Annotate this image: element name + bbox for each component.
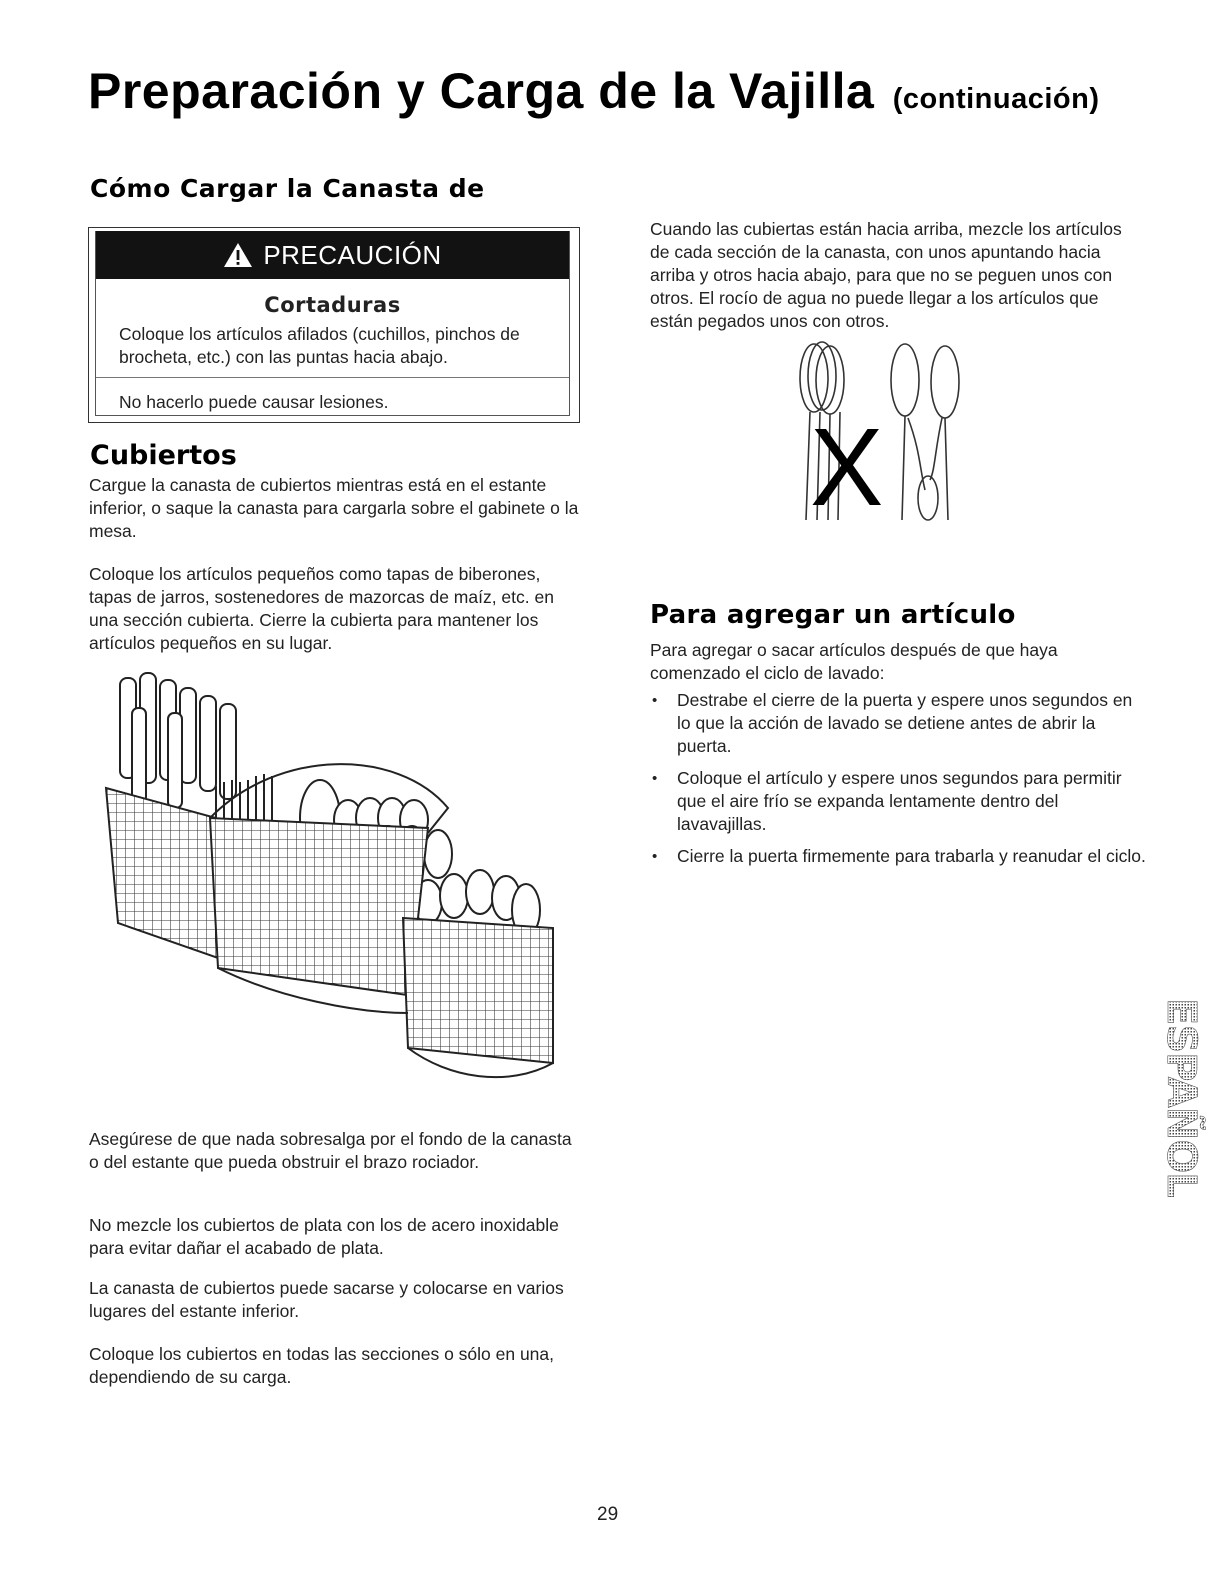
silverware-basket-illustration: [98, 668, 568, 1118]
page-title-suffix: (continuación): [892, 83, 1100, 115]
add-item-intro: Para agregar o sacar artículos después de que haya comenzado el ciclo de lavado:: [650, 640, 1058, 683]
cubiertos-paragraph-1: Cargue la canasta de cubiertos mientras está en el estante inferior, o saque la canasta para cargarla sobre el gabinete o la mesa.: [89, 475, 579, 541]
caution-heading: Cortaduras: [264, 293, 401, 317]
step-item: • Cierre la puerta firmemente para trabarla y reanudar el ciclo.: [650, 845, 1150, 868]
side-tab-label: ESPAÑOL: [1158, 998, 1204, 1197]
step-item: • Coloque el artículo y espere unos segundos para permitir que el aire frío se expanda lentamente dentro del lavavajillas.: [650, 767, 1150, 836]
cubiertos-heading: Cubiertos: [90, 440, 237, 471]
caution-banner: [96, 231, 569, 279]
section-heading: Cómo Cargar la Canasta de: [90, 174, 485, 203]
language-side-tab: [1128, 998, 1204, 1226]
caution-box: [88, 227, 580, 423]
spoon-nesting-illustration: [770, 340, 985, 530]
mixing-paragraph: Cuando las cubiertas están hacia arriba, mezcle los artículos de cada sección de la canasta, con unos apuntando hacia arriba y otros hacia abajo, para que no se peguen unos con otros. El rocío de agua no puede llegar a los artículos que están pegados unos con otros.: [650, 219, 1122, 331]
incorrect-x-mark: X: [810, 406, 884, 529]
caution-warning: No hacerlo puede causar lesiones.: [119, 392, 389, 412]
caution-frame: [95, 231, 570, 416]
page-number: 29: [597, 1504, 619, 1525]
add-item-steps: [650, 689, 1150, 877]
cubiertos-paragraph-4: No mezcle los cubiertos de plata con los de acero inoxidable para evitar dañar el acabado de plata.: [89, 1215, 559, 1258]
page-title-main: Preparación y Carga de la Vajilla: [88, 63, 875, 119]
step-item: • Destrabe el cierre de la puerta y espere unos segundos en lo que la acción de lavado se detiene antes de abrir la puerta.: [650, 689, 1150, 758]
add-item-heading: Para agregar un artículo: [650, 600, 1016, 630]
caution-banner-label: PRECAUCIÓN: [263, 239, 442, 270]
cubiertos-paragraph-6: Coloque los cubiertos en todas las secciones o sólo en una, dependiendo de su carga.: [89, 1344, 555, 1387]
cubiertos-paragraph-3: Asegúrese de que nada sobresalga por el fondo de la canasta o del estante que pueda obstruir el brazo rociador.: [89, 1129, 572, 1172]
cubiertos-paragraph-2: Coloque los artículos pequeños como tapas de biberones, tapas de jarros, sostenedores de mazorcas de maíz, etc. en una sección cubierta. Cierre la cubierta para mantener los artículos pequeños en su lugar.: [89, 564, 554, 653]
warning-triangle-icon: [223, 242, 253, 268]
caution-divider: [96, 377, 569, 378]
page-title: [88, 62, 1100, 120]
caution-body: Coloque los artículos afilados (cuchillos, pinchos de brocheta, etc.) con las puntas hacia abajo.: [119, 324, 520, 367]
cubiertos-paragraph-5: La canasta de cubiertos puede sacarse y colocarse en varios lugares del estante inferior.: [89, 1278, 564, 1321]
